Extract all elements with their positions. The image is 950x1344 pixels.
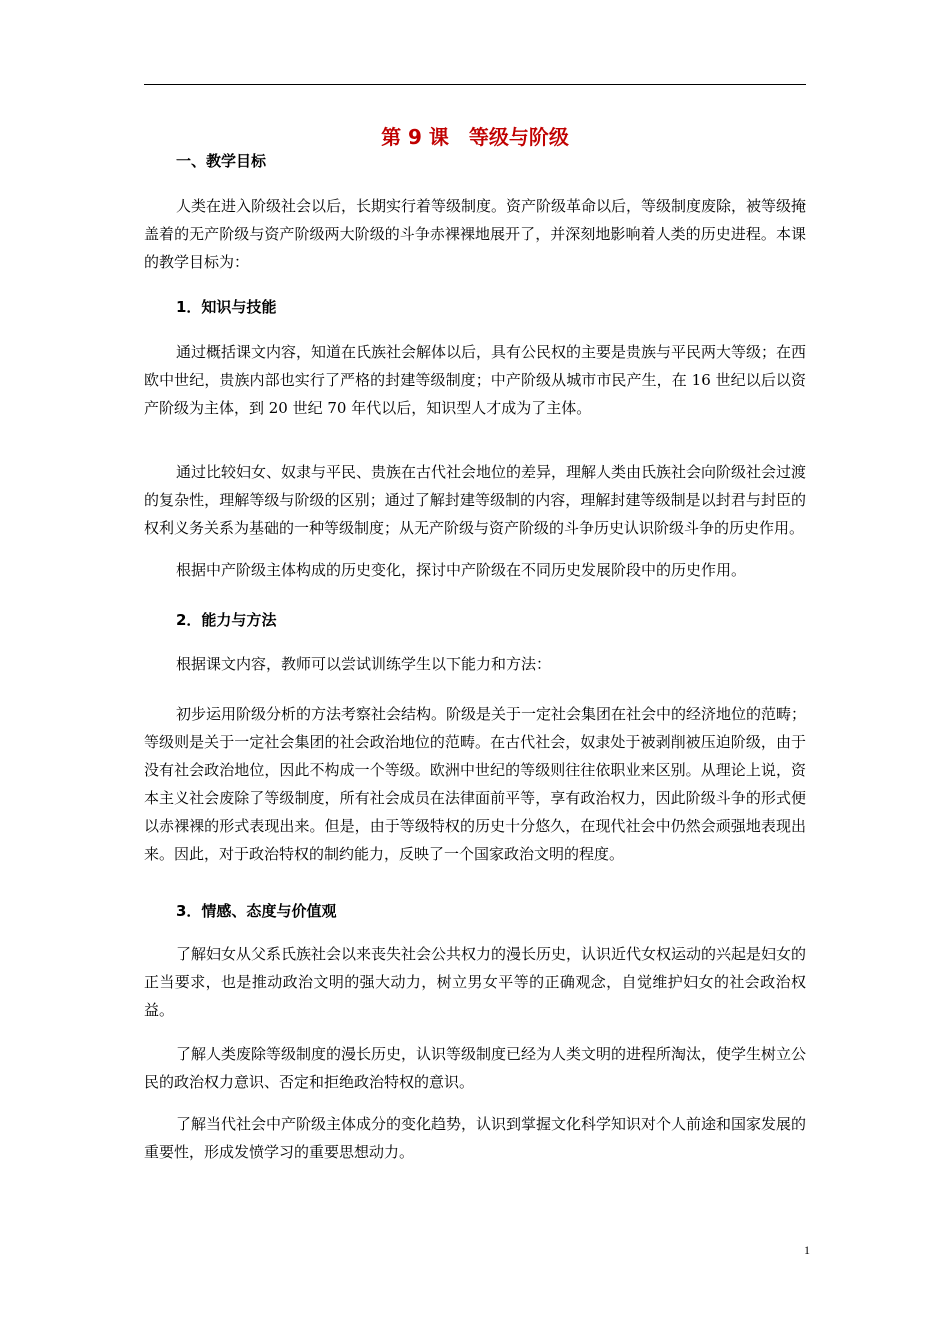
page-title: 第 9 课 等级与阶级 [381,125,569,149]
subheading-emotion-values: 3．情感、态度与价值观 [176,902,337,920]
subheading-ability-methods: 2．能力与方法 [176,611,277,629]
page-number: 1 [804,1243,810,1257]
paragraph: 通过概括课文内容，知道在氏族社会解体以后，具有公民权的主要是贵族与平民两大等级；在西欧中世纪，贵族内部也实行了严格的封建等级制度；中产阶级从城市市民产生，在 16 世纪以后以资产阶级为主体，到 20 世纪 70 年代以后，知识型人才成为了主体。 [144,343,807,417]
header-rule [144,84,806,85]
paragraph: 了解妇女从父系氏族社会以来丧失社会公共权力的漫长历史，认识近代女权运动的兴起是妇女的正当要求，也是推动政治文明的强大动力，树立男女平等的正确观念，自觉维护妇女的社会政治权益。 [144,945,807,1019]
intro-paragraph: 人类在进入阶级社会以后，长期实行着等级制度。资产阶级革命以后，等级制度废除，被等级掩盖着的无产阶级与资产阶级两大阶级的斗争赤裸裸地展开了，并深刻地影响着人类的历史进程。本课的教学目标为： [144,197,807,271]
paragraph: 了解当代社会中产阶级主体成分的变化趋势，认识到掌握文化科学知识对个人前途和国家发展的重要性，形成发愤学习的重要思想动力。 [144,1115,807,1161]
subheading-knowledge-skills: 1．知识与技能 [176,298,277,316]
paragraph: 了解人类废除等级制度的漫长历史，认识等级制度已经为人类文明的进程所淘汰，使学生树立公民的政治权力意识、否定和拒绝政治特权的意识。 [144,1045,807,1091]
paragraph: 根据课文内容，教师可以尝试训练学生以下能力和方法： [176,655,552,673]
paragraph: 通过比较妇女、奴隶与平民、贵族在古代社会地位的差异，理解人类由氏族社会向阶级社会过渡的复杂性，理解等级与阶级的区别；通过了解封建等级制的内容，理解封建等级制是以封君与封臣的权利义务关系为基础的一种等级制度；从无产阶级与资产阶级的斗争历史认识阶级斗争的历史作用。 [144,463,807,537]
paragraph: 初步运用阶级分析的方法考察社会结构。阶级是关于一定社会集团在社会中的经济地位的范畴；等级则是关于一定社会集团的社会政治地位的范畴。在古代社会，奴隶处于被剥削被压迫阶级，由于没有社会政治地位，因此不构成一个等级。欧洲中世纪的等级则往往依职业来区别。从理论上说，资本主义社会废除了等级制度，所有社会成员在法律面前平等，享有政治权力，因此阶级斗争的形式便以赤裸裸的形式表现出来。但是，由于等级特权的历史十分悠久，在现代社会中仍然会顽强地表现出来。因此，对于政治特权的制约能力，反映了一个国家政治文明的程度。 [144,705,807,863]
section-heading-teaching-goals: 一、教学目标 [176,152,267,170]
paragraph: 根据中产阶级主体构成的历史变化，探讨中产阶级在不同历史发展阶段中的历史作用。 [176,561,747,579]
